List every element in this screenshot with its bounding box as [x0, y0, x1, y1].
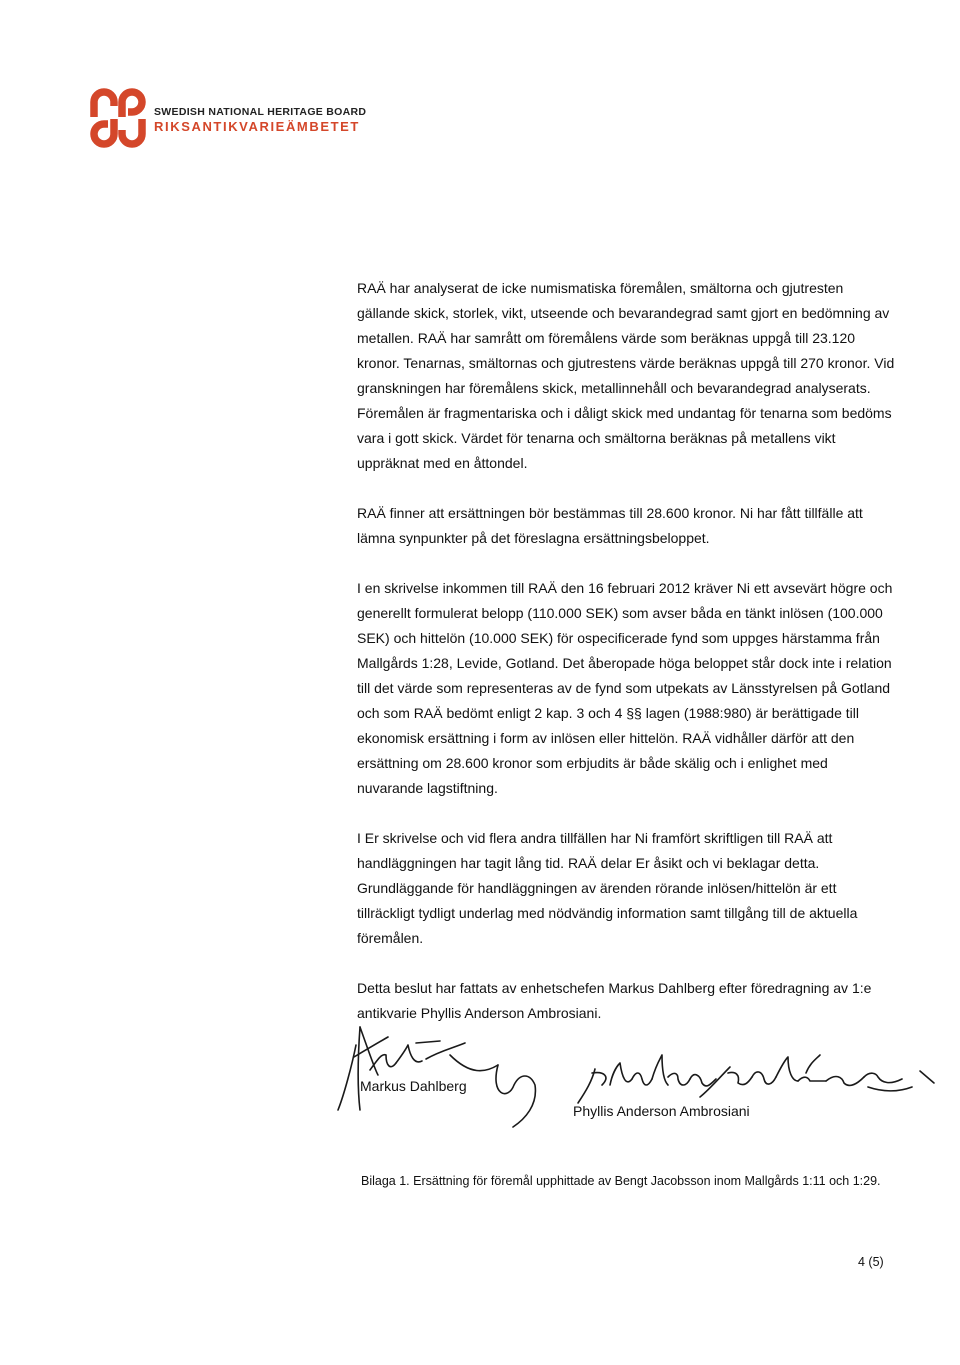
org-name-english: SWEDISH NATIONAL HERITAGE BOARD	[154, 105, 367, 118]
signature-area	[330, 1015, 950, 1130]
org-logo	[88, 86, 366, 150]
signer-name-2: Phyllis Anderson Ambrosiani	[573, 1103, 750, 1119]
letter-body	[357, 276, 897, 1051]
paragraph-analysis: RAÄ har analyserat de icke numismatiska föremålen, smältorna och gjutresten gällande skick, storlek, vikt, utseende och bevarandegrad samt gjort en bedömning av metallen. RAÄ har samrått om föremålens värde som beräknas uppgå till 23.120 kronor. Tenarnas, smältornas och gjutrestens värde beräknas uppgå till 270 kronor. Vid granskningen har föremålens skick, metallinnehåll och bevarandegrad analyserats. Föremålen är fragmentariska och i dåligt skick med undantag för tenarna som bedöms vara i gott skick. Värdet för tenarna och smältorna beräknas på metallens vikt uppräknat med en åttondel.	[357, 280, 895, 471]
org-name-swedish: RIKSANTIKVARIEÄMBETET	[154, 118, 360, 134]
attachment-note: Bilaga 1. Ersättning för föremål upphittade av Bengt Jacobsson inom Mallgårds 1:11 och 1:29.	[361, 1174, 881, 1188]
paragraph-decision: Detta beslut har fattats av enhetschefen Markus Dahlberg efter föredragning av 1:e antikvarie Phyllis Anderson Ambrosiani.	[357, 980, 872, 1021]
paragraph-claim: I en skrivelse inkommen till RAÄ den 16 februari 2012 kräver Ni ett avsevärt högre och generellt formulerat belopp (110.000 SEK) som avser båda en tänkt inlösen (100.000 SEK) och hittelön (10.000 SEK) för ospecificerade fynd som uppges härstamma från Mallgårds 1:28, Levide, Gotland. Det åberopade höga beloppet står dock inte i relation till det värde som representeras av de fynd som utpekats av Länsstyrelsen på Gotland och som RAÄ bedömt enligt 2 kap. 3 och 4 §§ lagen (1988:980) är berättigade till ekonomisk ersättning i form av inlösen eller hittelön. RAÄ vidhåller därför att den ersättning om 28.600 kronor som erbjudits är både skälig och i enlighet med nuvarande lagstiftning.	[357, 580, 893, 796]
signer-name-1: Markus Dahlberg	[360, 1078, 467, 1094]
paragraph-compensation: RAÄ finner att ersättningen bör bestämmas till 28.600 kronor. Ni har fått tillfälle att lämna synpunkter på det föreslagna ersättningsbeloppet.	[357, 505, 863, 546]
page-number: 4 (5)	[858, 1255, 884, 1269]
paragraph-handling-time: I Er skrivelse och vid flera andra tillfällen har Ni framfört skriftligen till RAÄ att handläggningen har tagit lång tid. RAÄ delar Er åsikt och vi beklagar detta. Grundläggande för handläggningen av ärenden rörande inlösen/hittelön är ett tillräckligt tydligt underlag med nödvändig information samt tillgång till de aktuella föremålen.	[357, 830, 858, 946]
heritage-board-logo-icon	[88, 86, 148, 150]
